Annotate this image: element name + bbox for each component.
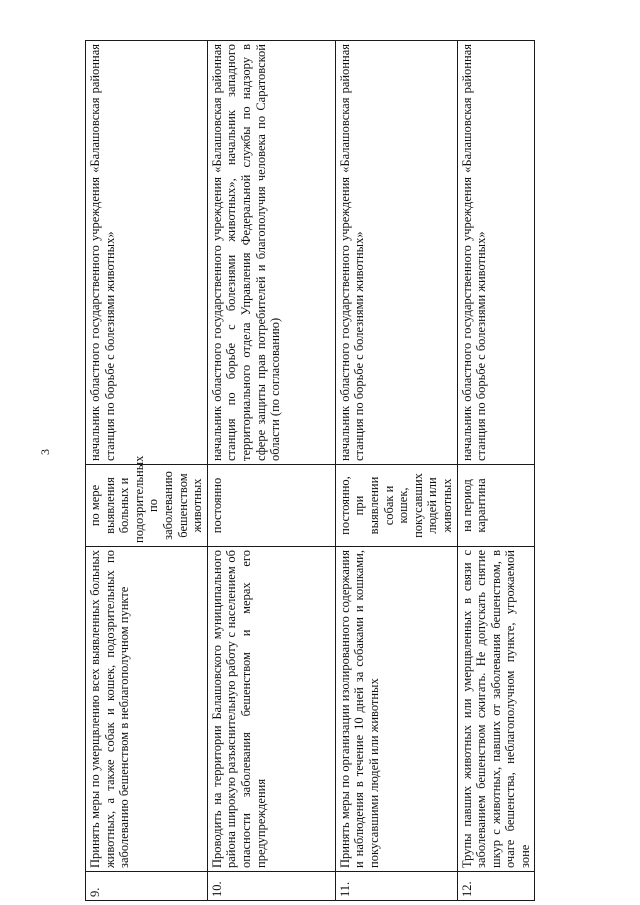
row-number: 12. [457, 872, 535, 901]
row-number: 11. [335, 872, 457, 901]
responsible-cell: начальник областного государственного учреждения «Балашовская районная станция по борьбе с болезнями животных», начальник западного территориального отдела Управления Федеральной службы по надзору в сфере защиты прав потребителей и благополучия человека по Саратовской области (по согласованию) [207, 41, 335, 465]
row-number: 10. [207, 872, 335, 901]
table-row [86, 41, 208, 901]
table-row [207, 41, 335, 901]
measure-cell: Принять меры по умерщвлению всех выявленных больных животных, а также собак и кошек, подозрительных по заболеванию бешенством в неблагополучном пункте [86, 547, 208, 872]
term-cell: по мере выявления больных и подозрительных по заболеванию бешенством животных [86, 465, 208, 547]
measure-cell: Проводить на территории Балашовского муниципального района широкую разъяснительную работу с населением об опасности заболевания бешенством и мерах его предупреждения [207, 547, 335, 872]
responsible-cell: начальник областного государственного учреждения «Балашовская районная станция по борьбе с болезнями животных» [457, 41, 535, 465]
measure-cell: Трупы павших животных или умерщвленных в связи с заболеванием бешенством сжигать. Не допускать снятие шкур с животных, павших от заболевания бешенством, в очаге бешенства, неблагополучном пункте, угрожаемой зоне [457, 547, 535, 872]
rotated-table-frame [85, 44, 532, 901]
table-viewport [85, 44, 532, 901]
measures-table [85, 40, 535, 901]
responsible-cell: начальник областного государственного учреждения «Балашовская районная станция по борьбе с болезнями животных» [335, 41, 457, 465]
responsible-cell: начальник областного государственного учреждения «Балашовская районная станция по борьбе с болезнями животных» [86, 41, 208, 465]
page-number: 3 [38, 449, 52, 455]
table-row [457, 41, 535, 901]
term-cell: на период карантина [457, 465, 535, 547]
table-row [335, 41, 457, 901]
measure-cell: Принять меры по организации изолированного содержания и наблюдения в течение 10 дней за собаками и кошками, покусавшими людей или животных [335, 547, 457, 872]
term-cell: постоянно, при выявлении собак и кошек, покусавших людей или животных [335, 465, 457, 547]
row-number: 9. [86, 872, 208, 901]
term-cell: постоянно [207, 465, 335, 547]
